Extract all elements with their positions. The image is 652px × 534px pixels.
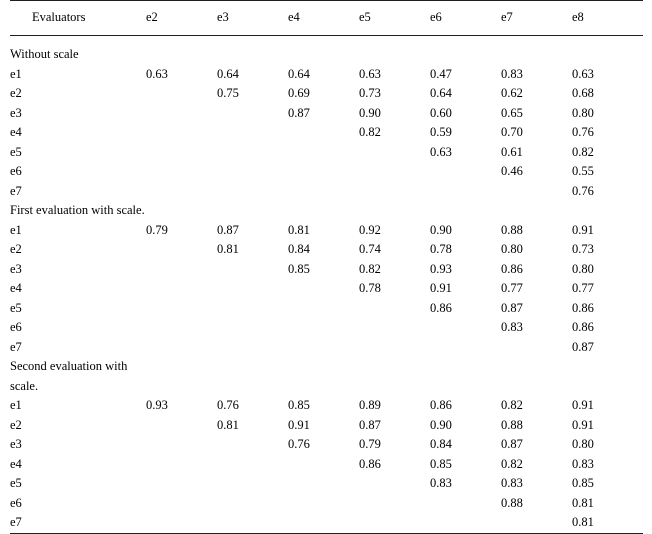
cell-value: 0.88 <box>501 495 523 510</box>
cell-value <box>217 474 288 494</box>
row-label: e1 <box>10 398 22 412</box>
cell-value: 0.76 <box>572 183 594 198</box>
row-label: e4 <box>10 281 22 295</box>
row-label: e7 <box>10 339 22 354</box>
cell-value: 0.82 <box>359 261 381 276</box>
row-label: e3 <box>10 261 22 276</box>
cell-value <box>217 513 288 533</box>
cell-value <box>359 162 430 182</box>
cell-value <box>288 455 359 475</box>
table-row <box>10 65 643 85</box>
row-label: e4 <box>10 125 22 139</box>
cell-value: 0.60 <box>430 105 452 120</box>
cell-value: 0.77 <box>501 281 523 295</box>
table-row <box>10 338 643 358</box>
cell-value <box>288 279 359 299</box>
cell-value: 0.83 <box>501 66 523 81</box>
cell-value: 0.76 <box>217 398 239 412</box>
cell-value <box>146 279 217 299</box>
cell-value: 0.82 <box>572 144 594 159</box>
row-label: e1 <box>10 222 22 237</box>
cell-value <box>146 162 217 182</box>
cell-value <box>430 162 501 182</box>
cell-value <box>146 513 217 533</box>
table-row <box>10 143 643 163</box>
row-label: e7 <box>10 513 146 533</box>
cell-value: 0.63 <box>146 66 168 81</box>
cell-value: 0.87 <box>501 437 523 451</box>
cell-value <box>359 338 430 358</box>
row-label: e2 <box>10 242 22 256</box>
cell-value <box>217 162 288 182</box>
cell-value: 0.80 <box>572 105 594 120</box>
cell-value <box>146 435 217 455</box>
table-row <box>10 474 643 494</box>
cell-value: 0.78 <box>430 242 452 256</box>
column-header-e5: e5 <box>359 1 430 36</box>
cell-value <box>146 474 217 494</box>
table-row <box>10 318 643 338</box>
cell-value: 0.90 <box>359 105 381 120</box>
cell-value: 0.69 <box>288 86 310 100</box>
cell-value <box>359 299 430 319</box>
cell-value: 0.61 <box>501 144 523 159</box>
cell-value <box>430 494 501 514</box>
section-title: First evaluation with scale. <box>10 203 145 217</box>
cell-value <box>288 513 359 533</box>
cell-value <box>501 338 572 358</box>
column-header-e6: e6 <box>430 1 501 36</box>
table-row <box>10 84 643 104</box>
cell-value: 0.89 <box>359 398 381 412</box>
table-row <box>10 416 643 436</box>
cell-value <box>217 260 288 280</box>
row-label: e1 <box>10 66 22 81</box>
cell-value: 0.91 <box>572 398 594 412</box>
cell-value: 0.68 <box>572 86 594 100</box>
cell-value <box>217 435 288 455</box>
cell-value: 0.91 <box>288 417 310 432</box>
cell-value: 0.63 <box>430 144 452 159</box>
cell-value <box>217 182 288 202</box>
cell-value: 0.87 <box>359 417 381 432</box>
cell-value <box>288 299 359 319</box>
cell-value <box>430 182 501 202</box>
cell-value <box>288 123 359 143</box>
cell-value: 0.65 <box>501 105 523 120</box>
cell-value <box>146 182 217 202</box>
table-row <box>10 260 643 280</box>
row-label: e2 <box>10 417 22 432</box>
cell-value: 0.86 <box>430 300 452 315</box>
row-label: e6 <box>10 164 22 178</box>
cell-value: 0.87 <box>217 222 239 237</box>
cell-value: 0.82 <box>501 456 523 471</box>
cell-value <box>217 455 288 475</box>
cell-value: 0.87 <box>572 339 594 354</box>
header-row <box>10 1 643 36</box>
cell-value: 0.46 <box>501 164 523 178</box>
table-row <box>10 162 643 182</box>
cell-value <box>146 455 217 475</box>
row-label: e7 <box>10 183 22 198</box>
table-body <box>10 36 643 534</box>
cell-value <box>359 474 430 494</box>
table-row <box>10 494 643 514</box>
cell-value: 0.59 <box>430 125 452 139</box>
cell-value: 0.83 <box>501 320 523 334</box>
cell-value: 0.64 <box>288 66 310 81</box>
cell-value <box>359 143 430 163</box>
cell-value: 0.81 <box>288 222 310 237</box>
table-row <box>10 104 643 124</box>
cell-value: 0.79 <box>359 437 381 451</box>
table-row <box>10 240 643 260</box>
cell-value <box>288 182 359 202</box>
cell-value: 0.91 <box>430 281 452 295</box>
cell-value: 0.86 <box>572 300 594 315</box>
table-row <box>10 513 643 533</box>
cell-value: 0.78 <box>359 281 381 295</box>
cell-value <box>217 104 288 124</box>
cell-value: 0.91 <box>572 417 594 432</box>
cell-value: 0.47 <box>430 66 452 81</box>
column-header-e4: e4 <box>288 1 359 36</box>
cell-value <box>288 338 359 358</box>
column-header-e2: e2 <box>146 1 217 36</box>
cell-value <box>146 123 217 143</box>
cell-value: 0.83 <box>501 476 523 490</box>
cell-value: 0.80 <box>501 242 523 256</box>
row-label: e5 <box>10 144 22 159</box>
column-header-evaluators: Evaluators <box>10 1 146 36</box>
cell-value <box>146 143 217 163</box>
row-label: e4 <box>10 456 22 471</box>
section-title-row <box>10 201 643 221</box>
cell-value: 0.70 <box>501 125 523 139</box>
cell-value <box>146 299 217 319</box>
cell-value: 0.63 <box>359 66 381 81</box>
cell-value: 0.92 <box>359 222 381 237</box>
cell-value: 0.64 <box>217 66 239 81</box>
cell-value <box>359 494 430 514</box>
row-label: e6 <box>10 320 22 334</box>
cell-value <box>430 513 501 533</box>
table-row <box>10 221 643 241</box>
cell-value: 0.83 <box>430 476 452 490</box>
cell-value <box>146 240 217 260</box>
cell-value <box>288 143 359 163</box>
cell-value: 0.85 <box>288 398 310 412</box>
cell-value <box>217 279 288 299</box>
correlation-table <box>10 0 643 534</box>
cell-value <box>430 338 501 358</box>
row-label: e3 <box>10 437 22 451</box>
cell-value: 0.81 <box>217 242 239 256</box>
section-title-row <box>10 45 643 65</box>
cell-value <box>288 318 359 338</box>
cell-value: 0.62 <box>501 86 523 100</box>
cell-value <box>146 104 217 124</box>
cell-value <box>288 474 359 494</box>
cell-value <box>146 260 217 280</box>
cell-value: 0.86 <box>501 261 523 276</box>
table-row <box>10 455 643 475</box>
cell-value: 0.77 <box>572 281 594 295</box>
cell-value: 0.63 <box>572 66 594 81</box>
cell-value <box>217 318 288 338</box>
cell-value: 0.76 <box>572 125 594 139</box>
cell-value: 0.81 <box>572 513 643 533</box>
cell-value: 0.85 <box>288 261 310 276</box>
cell-value: 0.73 <box>359 86 381 100</box>
cell-value: 0.73 <box>572 242 594 256</box>
column-header-e8: e8 <box>572 1 643 36</box>
cell-value: 0.87 <box>288 105 310 120</box>
cell-value: 0.79 <box>146 222 168 237</box>
cell-value: 0.81 <box>572 495 594 510</box>
table-row <box>10 279 643 299</box>
cell-value <box>217 494 288 514</box>
cell-value: 0.82 <box>501 398 523 412</box>
cell-value: 0.82 <box>359 125 381 139</box>
cell-value: 0.74 <box>359 242 381 256</box>
cell-value: 0.84 <box>288 242 310 256</box>
table-row <box>10 123 643 143</box>
row-label: e2 <box>10 86 22 100</box>
cell-value: 0.86 <box>359 456 381 471</box>
section-title-row <box>10 357 643 396</box>
cell-value <box>217 299 288 319</box>
cell-value <box>288 494 359 514</box>
cell-value <box>501 182 572 202</box>
cell-value: 0.91 <box>572 222 594 237</box>
cell-value: 0.90 <box>430 417 452 432</box>
table-row <box>10 396 643 416</box>
row-label: e6 <box>10 495 22 510</box>
cell-value: 0.81 <box>217 417 239 432</box>
cell-value: 0.93 <box>430 261 452 276</box>
cell-value <box>146 338 217 358</box>
table-header <box>10 1 643 36</box>
cell-value <box>146 318 217 338</box>
cell-value <box>359 182 430 202</box>
cell-value: 0.86 <box>572 320 594 334</box>
cell-value <box>217 143 288 163</box>
cell-value <box>146 416 217 436</box>
cell-value: 0.85 <box>572 476 594 490</box>
cell-value: 0.87 <box>501 300 523 315</box>
column-header-e3: e3 <box>217 1 288 36</box>
cell-value <box>501 513 572 533</box>
cell-value <box>359 513 430 533</box>
cell-value: 0.83 <box>572 456 594 471</box>
cell-value: 0.76 <box>288 437 310 451</box>
table-row <box>10 299 643 319</box>
cell-value: 0.84 <box>430 437 452 451</box>
cell-value: 0.64 <box>430 86 452 100</box>
cell-value: 0.86 <box>430 398 452 412</box>
cell-value: 0.88 <box>501 417 523 432</box>
spacer-row <box>10 36 643 46</box>
table-row <box>10 182 643 202</box>
cell-value <box>146 494 217 514</box>
cell-value: 0.90 <box>430 222 452 237</box>
cell-value <box>288 162 359 182</box>
cell-value: 0.93 <box>146 398 168 412</box>
row-label: e3 <box>10 105 22 120</box>
cell-value <box>146 84 217 104</box>
cell-value <box>217 123 288 143</box>
cell-value: 0.75 <box>217 86 239 100</box>
cell-value: 0.55 <box>572 164 594 178</box>
cell-value <box>359 318 430 338</box>
cell-value <box>430 318 501 338</box>
column-header-e7: e7 <box>501 1 572 36</box>
section-title: Without scale <box>10 47 79 61</box>
cell-value: 0.85 <box>430 456 452 471</box>
cell-value: 0.88 <box>501 222 523 237</box>
cell-value: 0.80 <box>572 261 594 276</box>
row-label: e5 <box>10 300 22 315</box>
section-title: Second evaluation with scale. <box>10 359 128 393</box>
cell-value: 0.80 <box>572 437 594 451</box>
table-row <box>10 435 643 455</box>
row-label: e5 <box>10 476 22 490</box>
cell-value <box>217 338 288 358</box>
